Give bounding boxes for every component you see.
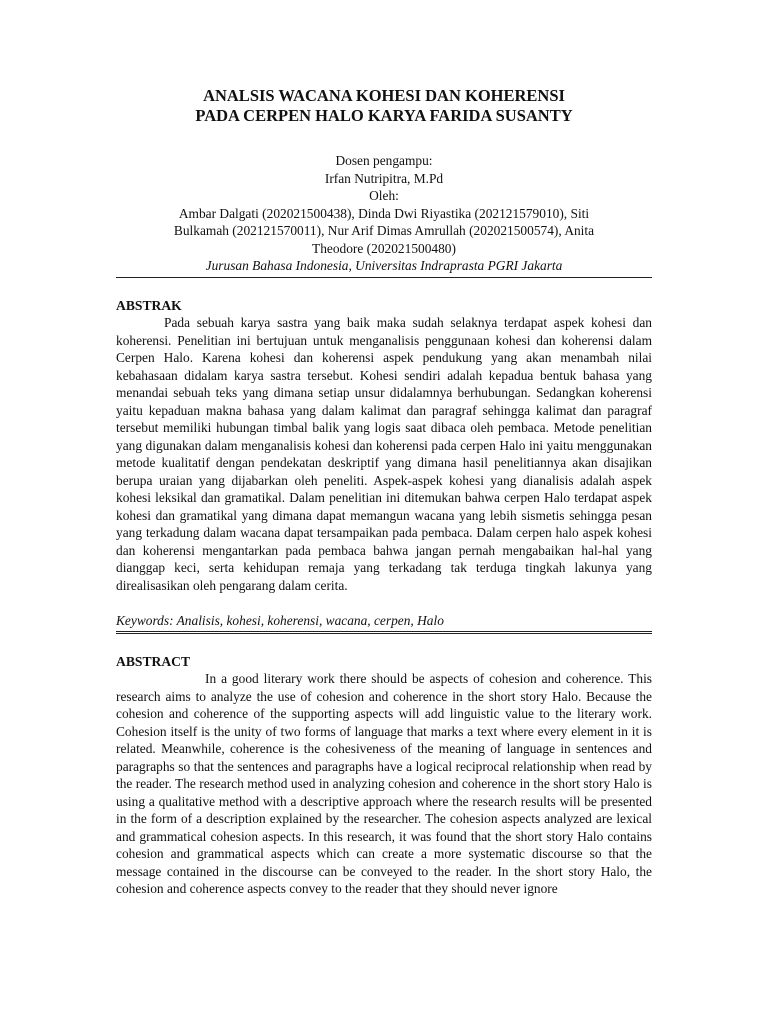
authors-line-3: Theodore (202021500480) (312, 240, 456, 256)
supervisor-name: Irfan Nutripitra, M.Pd (324, 170, 444, 186)
authors-line-1: Ambar Dalgati (202021500438), Dinda Dwi Riyastika (202121579010), Siti (178, 205, 590, 221)
paper-title (116, 86, 652, 126)
header-divider (116, 277, 652, 278)
keywords: Keywords: Analisis, kohesi, koherensi, wacana, cerpen, Halo (116, 613, 444, 628)
title-line-1: ANALSIS WACANA KOHESI DAN KOHERENSI (203, 86, 565, 105)
authors-line-2: Bulkamah (202121570011), Nur Arif Dimas Amrullah (202021500574), Anita (173, 223, 595, 238)
institution: Jurusan Bahasa Indonesia, Universitas Indraprasta PGRI Jakarta (205, 258, 563, 273)
abstract-body: In a good literary work there should be aspects of cohesion and coherence. This research aims to analyze the use of cohesion and coherence in the short story Halo. Because the cohesion and coherence of the supporting aspects will add linguistic value to the literary work. Cohesion itself is the unity of two forms of language that marks a text where every element in it is related. Meanwhile, coherence is the cohesiveness of the meaning of language in sentences and paragraphs so that the sentences and paragraphs have a logical reciprocal relationship when read by the reader. The research method used in analyzing cohesion and coherence in the short story Halo is using a qualitative method with a descriptive approach where the research results will be presented in the form of a description explained by the researcher. The cohesion aspects analyzed are lexical and grammatical cohesion aspects. In this research, it was found that the short story Halo contains cohesion and grammatical aspects which can create a more systematic discourse so that the message contained in the discourse can be conveyed to the reader. In the short story Halo, the cohesion and coherence aspects convey to the reader that they should never ignore (116, 671, 652, 896)
abstrak-body: Pada sebuah karya sastra yang baik maka sudah selaknya terdapat aspek kohesi dan koherensi. Penelitian ini bertujuan untuk menganalisis penggunaan kohesi dan koherensi dalam Cerpen Halo. Karena kohesi dan koherensi aspek pendukung yang akan menambah nilai kebahasaan didalam karya sastra tersebut. Kohesi sendiri adalah kepadua bentuk bahasa yang menandai sebuah teks yang dimana setiap unsur didalamnya berhubungan. Sedangkan koherensi yaitu kepaduan makna bahasa yang dalam kalimat dan paragraf sehingga kalimat dan paragraf tersebut memiliki hubungan timbal balik yang logis saat dibaca oleh pembaca. Metode penelitian yang digunakan dalam menganalisis kohesi dan koherensi pada cerpen Halo ini yaitu menggunakan metode kualitatif dengan pendekatan deskriptif yang dimana hasil penelitiannya akan disajikan berupa uraian yang dijabarkan oleh peneliti. Aspek-aspek kohesi yang dianalisis adalah aspek kohesi leksikal dan gramatikal. Dalam penelitian ini ditemukan bahwa cerpen Halo terdapat aspek kohesi dan gramatikal yang dimana dapat memangun wacana yang lebih sismetis sehingga pesan yang terkadung dalam wacana dapat tersampaikan pada pembaca. Dalam cerpen halo aspek kohesi dan koherensi mengantarkan pada pembaca bahwa jangan pernah mengabaikan hal-hal yang dianggap keci, serta kehidupan remaja yang terkadang tak terduga tingkah lakunya yang direalisasikan oleh pengarang dalam cerita. (116, 315, 652, 593)
author-block (116, 152, 652, 275)
abstrak-heading: ABSTRAK (116, 297, 182, 313)
by-label: Oleh: (369, 188, 399, 203)
supervisor-label: Dosen pengampu: (335, 153, 433, 168)
keywords-divider (116, 631, 652, 634)
abstract-heading: ABSTRACT (116, 653, 191, 669)
title-line-2: PADA CERPEN HALO KARYA FARIDA SUSANTY (195, 106, 573, 125)
